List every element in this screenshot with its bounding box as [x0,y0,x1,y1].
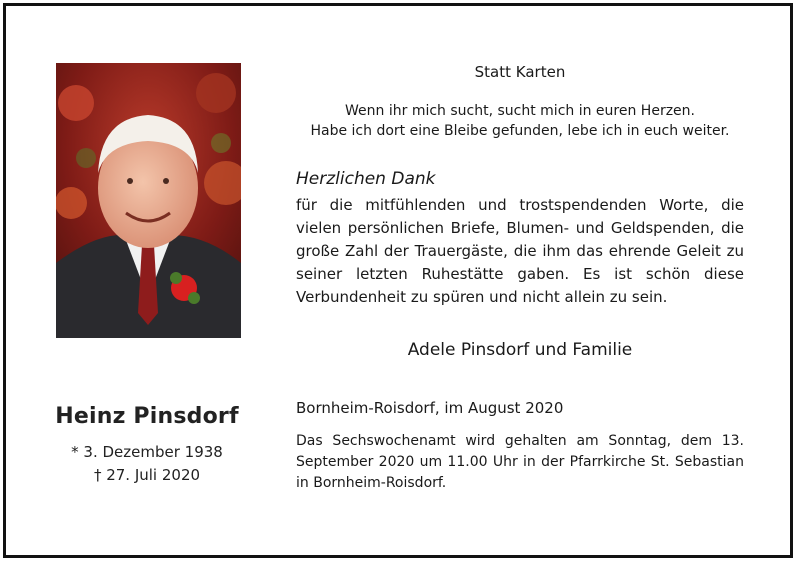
notice-frame [3,3,793,558]
verse [296,101,744,141]
deceased-info [42,404,252,487]
place-date: Bornheim-Roisdorf, im August 2020 [296,399,564,417]
portrait-photo [56,63,241,338]
verse-line-1: Wenn ihr mich sucht, sucht mich in euren Herzen. [345,103,695,119]
verse-line-2: Habe ich dort eine Bleibe gefunden, lebe ich in euch weiter. [310,123,730,139]
deceased-name: Heinz Pinsdorf [55,404,239,429]
family-signature: Adele Pinsdorf und Familie [407,340,633,360]
life-dates [42,441,252,487]
mass-announcement: Das Sechswochenamt wird gehalten am Sonntag, dem 13. September 2020 um 11.00 Uhr in der Pfarrkirche St. Sebastian in Bornheim-Roisdorf. [296,433,744,491]
birth-date: * 3. Dezember 1938 [71,443,223,461]
notice-heading: Statt Karten [474,63,566,81]
thanks-title: Herzlichen Dank [296,169,436,189]
thanks-text: für die mitfühlenden und trostspendenden Worte, die vielen persönlichen Briefe, Blumen- und Geldspenden, die große Zahl der Trauergäste, die ihm das ehrende Geleit zu seiner letzten Ruhestätte gaben. Es ist schön diese Verbundenheit zu spüren und nicht allein zu sein. [296,196,744,306]
death-date: † 27. Juli 2020 [93,466,201,484]
